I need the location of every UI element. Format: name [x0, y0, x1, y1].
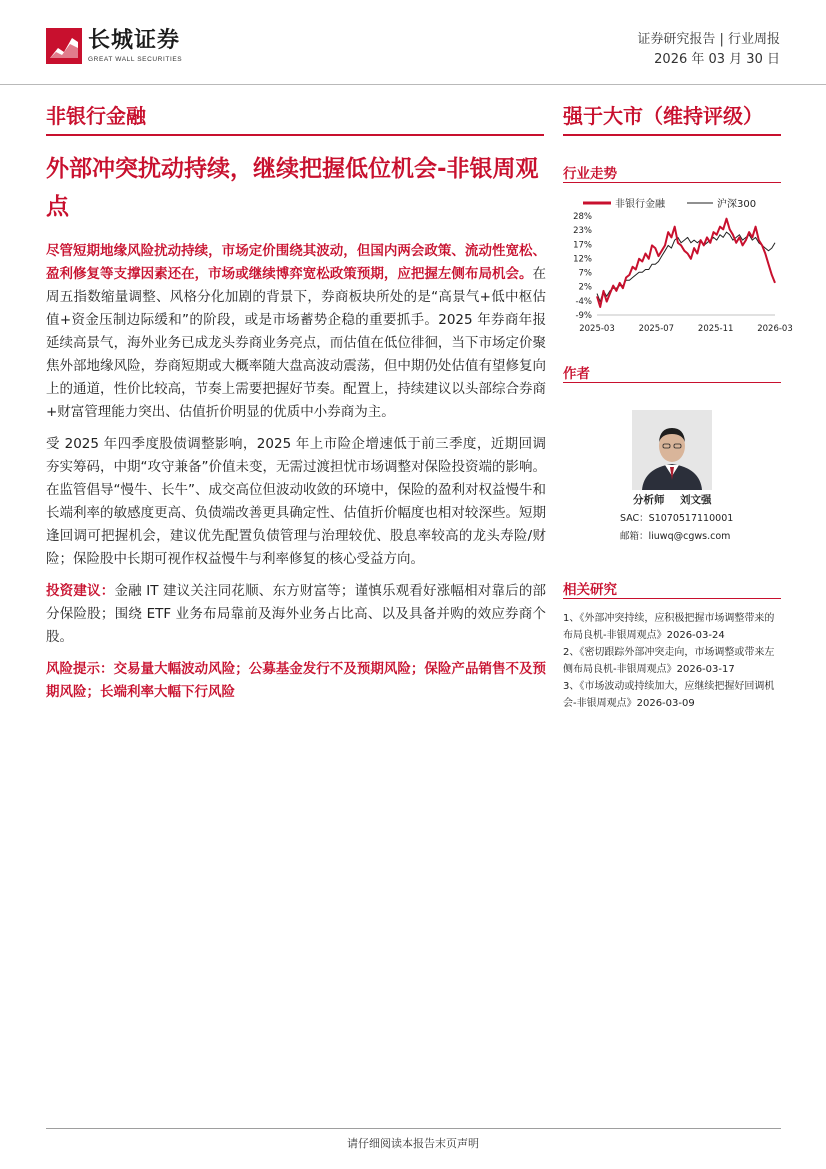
y-tick-label: 17%	[573, 240, 592, 251]
chart-series	[597, 219, 775, 307]
right-red-divider	[563, 134, 781, 136]
brand-name-cn: 长城证券	[88, 28, 181, 53]
investment-advice-label: 投资建议：	[46, 583, 115, 599]
report-date: 2026 年 03 月 30 日	[654, 52, 780, 67]
y-tick-label: 28%	[573, 212, 592, 222]
investment-advice	[46, 580, 546, 649]
footer-divider	[46, 1128, 781, 1129]
risk-warning	[46, 658, 546, 704]
industry-trend-chart	[563, 193, 793, 343]
risk-warning-text: 交易量大幅波动风险；公募基金发行不及预期风险；保险产品销售不及预期风险；长端利率大幅下行风险	[46, 661, 547, 700]
x-axis-ticks	[579, 324, 793, 334]
trend-chart-svg	[563, 193, 793, 343]
rating: 强于大市（维持评级）	[563, 104, 763, 128]
series-line-financials	[597, 219, 775, 307]
author-name: 刘文强	[680, 494, 712, 506]
header-meta	[637, 30, 780, 70]
x-tick-label: 2026-03	[757, 324, 793, 334]
legend-label-csi300: 沪深300	[717, 199, 757, 210]
author-role: 分析师	[633, 494, 665, 506]
report-type: 证券研究报告 | 行业周报	[637, 32, 780, 47]
author-avatar	[632, 410, 712, 490]
author-heading-line	[563, 382, 781, 383]
great-wall-logo-icon	[46, 28, 82, 64]
related-heading: 相关研究	[563, 582, 617, 598]
summary-highlight: 尽管短期地缘风险扰动持续，市场定价围绕其波动，但国内两会政策、流动性宽松、盈利修复等支撑因素还在，市场或继续博弈宽松政策预期，应把握左侧布局机会。	[46, 243, 546, 282]
series-line-csi300	[597, 232, 775, 302]
related-item[interactable]: 2、《密切跟踪外部冲突走向，市场调整或带来左侧布局良机-非银周观点》2026-03-17	[563, 647, 775, 675]
y-tick-label: -4%	[575, 296, 592, 307]
y-tick-label: -9%	[575, 311, 592, 321]
related-list	[563, 610, 781, 712]
header-divider	[0, 84, 826, 85]
risk-warning-label: 风险提示：	[46, 661, 114, 677]
chart-legend	[583, 197, 756, 210]
related-item[interactable]: 1、《外部冲突持续，应积极把握市场调整带来的布局良机-非银周观点》2026-03-24	[563, 613, 775, 641]
paragraph-insurance: 受 2025 年四季度股债调整影响，2025 年上市险企增速低于前三季度，近期回调夯实筹码，中期“攻守兼备”价值未变，无需过渡担忧市场调整对保险投资端的影响。在监管倡导“慢牛、长牛”、成交高位但波动收敛的环境中，保险的盈利对权益慢牛和长端利率的敏感度更高、负债端改善更具确定性、估值折价幅度也相对较深些。短期逢回调可把握机会，建议优先配置负债管理与治理较优、股息率较高的龙头寿险/财险；保险股中长期可视作权益慢牛与利率修复的核心受益方向。	[46, 436, 546, 567]
trend-heading: 行业走势	[563, 166, 617, 182]
report-title: 外部冲突扰动持续，继续把握低位机会-非银周观点	[46, 156, 539, 220]
left-red-divider	[46, 134, 544, 136]
main-body	[46, 240, 546, 713]
author-sac: SAC：S1070517110001	[620, 513, 734, 524]
brand-logo	[46, 28, 182, 64]
x-tick-label: 2025-07	[638, 324, 675, 334]
legend-label-financials: 非银行金融	[615, 199, 665, 210]
y-tick-label: 7%	[578, 268, 592, 279]
y-tick-label: 12%	[573, 254, 592, 265]
brand-name-en: GREAT WALL SECURITIES	[88, 56, 183, 63]
trend-heading-line	[563, 182, 781, 183]
x-tick-label: 2025-03	[579, 324, 615, 334]
paragraph-brokers: 在周五指数缩量调整、风格分化加剧的背景下，券商板块所处的是“高景气+低中枢估值+资金压制边际缓和”的阶段，或是市场蓄势企稳的重要抓手。2025 年券商年报延续高景气，海外业务已成龙头券商业务亮点，而估值在低位徘徊，当下市场定价聚焦外部地缘风险，券商短期或大概率随大盘高波动震荡，但中期仍处估值有望修复向上的通道，性价比较高，节奏上需要把握好节奏。配置上，持续建议以头部综合券商+财富管理能力突出、估值折价明显的优质中小券商为主。	[46, 266, 546, 420]
sector-name: 非银行金融	[46, 104, 146, 128]
related-heading-line	[563, 598, 781, 599]
investment-advice-text: 金融 IT 建议关注同花顺、东方财富等；谨慎乐观看好涨幅相对靠后的部分保险股；围绕 ETF 业务布局靠前及海外业务占比高、以及具备并购的效应券商个股。	[46, 583, 547, 645]
author-email: 邮箱：liuwq@cgws.com	[620, 531, 731, 542]
x-tick-label: 2025-11	[697, 324, 734, 334]
author-heading: 作者	[563, 366, 590, 382]
y-tick-label: 2%	[578, 282, 592, 293]
y-tick-label: 23%	[573, 226, 592, 237]
footer-disclaimer: 请仔细阅读本报告末页声明	[347, 1137, 479, 1150]
related-item[interactable]: 3、《市场波动或持续加大，应继续把握好回调机会-非银周观点》2026-03-09	[563, 681, 775, 709]
